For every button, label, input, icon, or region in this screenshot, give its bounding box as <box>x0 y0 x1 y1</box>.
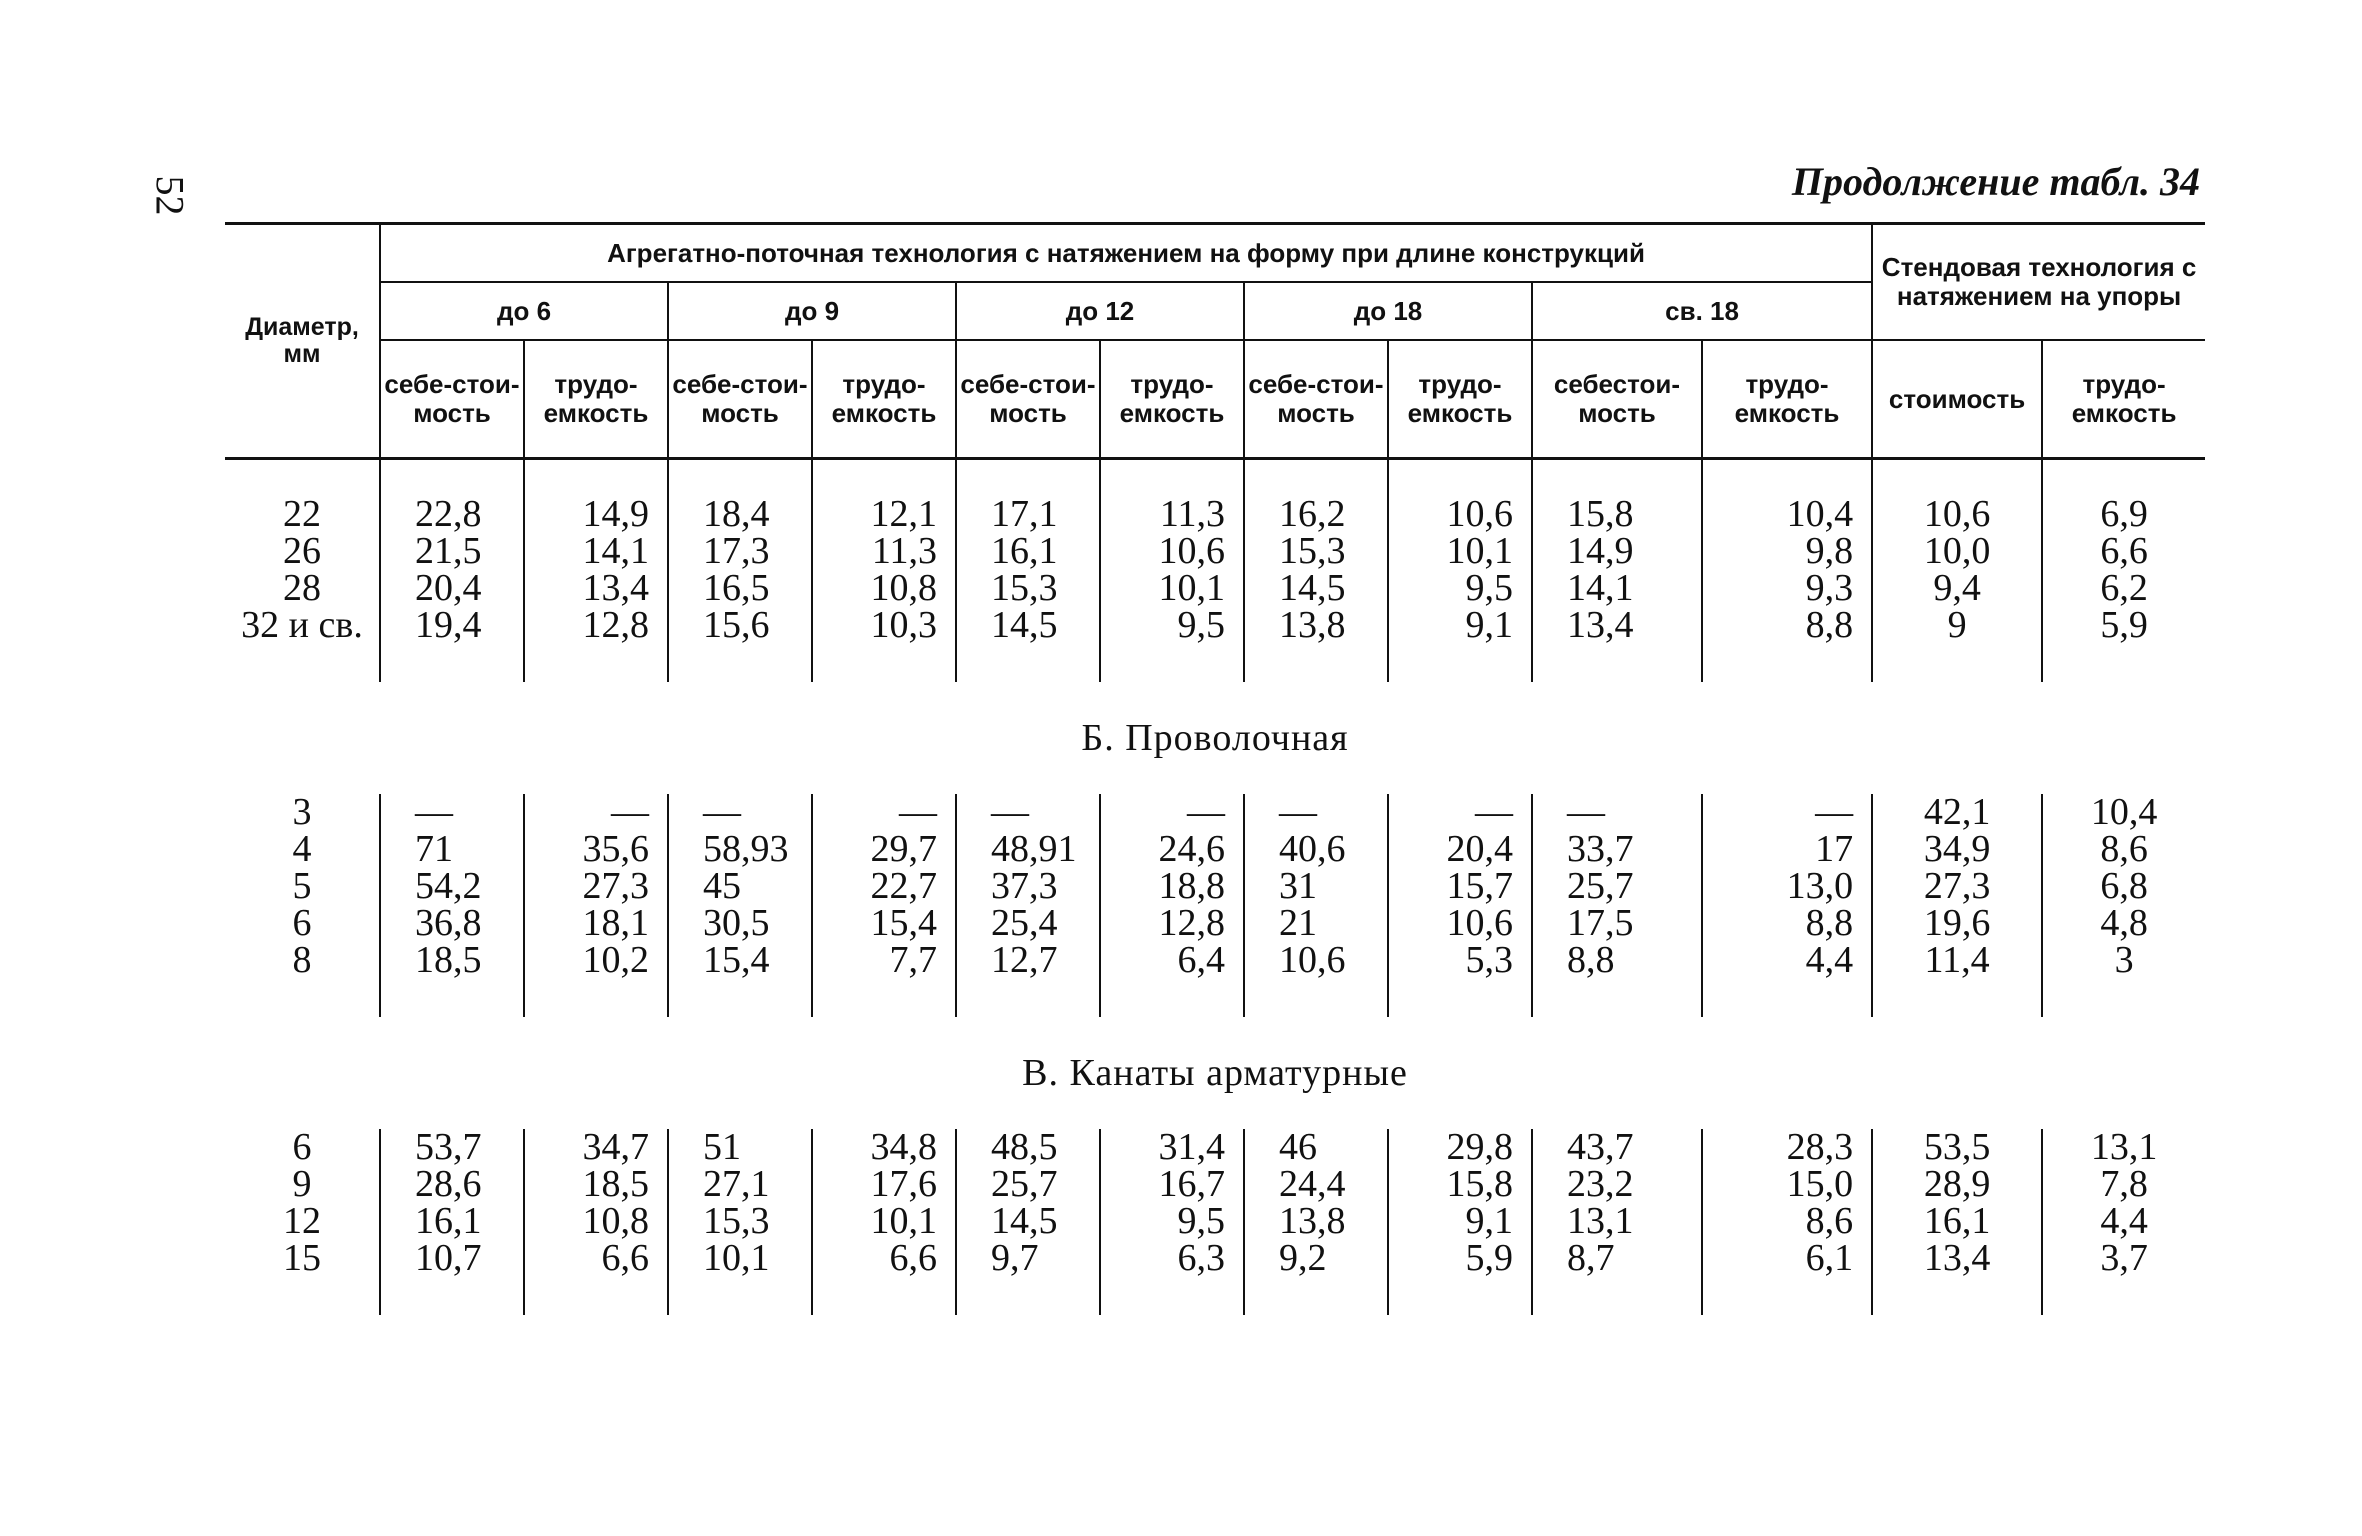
value: 10,6 <box>1158 530 1225 572</box>
diameter-value: 22 <box>283 493 321 535</box>
value: 4,4 <box>1805 939 1854 981</box>
value: 35,6 <box>582 828 649 870</box>
value: — <box>1279 791 1317 833</box>
diameter-value: 6 <box>292 1126 312 1168</box>
value-cell <box>380 1126 524 1279</box>
value: 15,8 <box>1446 1163 1513 1205</box>
value: 6,6 <box>889 1237 937 1279</box>
header-length-6: до 6 <box>380 282 668 340</box>
value: 21 <box>1279 902 1317 944</box>
value: 10,6 <box>1446 902 1513 944</box>
value-cell <box>1244 1126 1388 1279</box>
value: 22,7 <box>870 865 937 907</box>
section-title-row <box>225 1017 2205 1129</box>
value-cell <box>524 493 668 646</box>
value-cell <box>1388 493 1532 646</box>
value: 27,3 <box>1923 865 1991 907</box>
value: 17,3 <box>703 530 770 572</box>
value: 9,7 <box>991 1237 1039 1279</box>
header-cost: себестои-мость <box>1532 340 1702 459</box>
value: 11,4 <box>1924 939 1990 981</box>
value: 6,6 <box>601 1237 649 1279</box>
value-cell <box>956 1126 1100 1279</box>
value: 16,1 <box>415 1200 482 1242</box>
value-cell <box>812 493 956 646</box>
value: 21,5 <box>415 530 482 572</box>
section-title-row <box>225 682 2205 794</box>
table-row <box>225 1129 2205 1277</box>
value: 14,9 <box>582 493 649 535</box>
value: 10,3 <box>870 604 937 646</box>
value: 10,1 <box>703 1237 770 1279</box>
value: 18,1 <box>582 902 649 944</box>
header-diameter: Диаметр, мм <box>225 224 380 459</box>
spacer-row <box>225 644 2205 682</box>
value: 17,6 <box>870 1163 937 1205</box>
value: 25,7 <box>991 1163 1058 1205</box>
value: 10,7 <box>415 1237 482 1279</box>
value: — <box>415 791 453 833</box>
value: 23,2 <box>1567 1163 1634 1205</box>
value: 15,3 <box>991 567 1058 609</box>
value: 10,6 <box>1279 939 1346 981</box>
value-cell <box>380 791 524 981</box>
value: 8,8 <box>1805 902 1854 944</box>
diameter-value: 6 <box>292 902 312 944</box>
diameter-value: 28 <box>283 567 321 609</box>
value-cell <box>1532 791 1702 981</box>
value: 9,8 <box>1805 530 1854 572</box>
value: 10,1 <box>870 1200 937 1242</box>
value-cell <box>1532 1126 1702 1279</box>
header-labor: трудо-емкость <box>1702 340 1872 459</box>
value: 13,4 <box>582 567 649 609</box>
value: 14,1 <box>1567 567 1634 609</box>
value: 33,7 <box>1567 828 1634 870</box>
value: 9,5 <box>1465 567 1513 609</box>
value-cell <box>1244 493 1388 646</box>
value: 27,3 <box>582 865 649 907</box>
value: — <box>1567 791 1605 833</box>
section-title: В. Канаты арматурные <box>1022 1052 1408 1094</box>
value: 22,8 <box>415 493 482 535</box>
value: 13,4 <box>1567 604 1634 646</box>
value: 10,1 <box>1158 567 1225 609</box>
header-labor: трудо-емкость <box>1388 340 1532 459</box>
value: — <box>899 791 937 833</box>
header-labor: трудо-емкость <box>1100 340 1244 459</box>
value: 8,6 <box>2100 828 2148 870</box>
value: 14,9 <box>1567 530 1634 572</box>
value: 46 <box>1279 1126 1317 1168</box>
value: — <box>1187 791 1225 833</box>
diameter-value: 4 <box>292 828 312 870</box>
value: 25,7 <box>1567 865 1634 907</box>
value: 16,7 <box>1158 1163 1225 1205</box>
value: 51 <box>703 1126 741 1168</box>
value: 14,1 <box>582 530 649 572</box>
value: 9,4 <box>1933 567 1981 609</box>
value: 19,4 <box>415 604 482 646</box>
value: 42,1 <box>1923 791 1991 833</box>
value: 6,6 <box>2100 530 2148 572</box>
value: 5,9 <box>2100 604 2148 646</box>
value: 5,3 <box>1465 939 1513 981</box>
header-cost: себе-стои-мость <box>668 340 812 459</box>
value-cell <box>380 493 524 646</box>
value: 11,3 <box>1159 493 1225 535</box>
value: 48,5 <box>991 1126 1058 1168</box>
value: 10,2 <box>582 939 649 981</box>
value: 12,1 <box>870 493 937 535</box>
diameter-cell <box>225 791 380 981</box>
value: 20,4 <box>415 567 482 609</box>
value: 8,8 <box>1805 604 1854 646</box>
value: 31 <box>1279 865 1317 907</box>
value: 7,7 <box>889 939 937 981</box>
value: 31,4 <box>1158 1126 1225 1168</box>
value: 25,4 <box>991 902 1058 944</box>
value: 17,5 <box>1567 902 1634 944</box>
header-cost: себе-стои-мость <box>1244 340 1388 459</box>
value: 9,2 <box>1279 1237 1327 1279</box>
header-cost: себе-стои-мость <box>956 340 1100 459</box>
value-cell <box>1702 791 1872 981</box>
value: 4,4 <box>2100 1200 2148 1242</box>
value-cell <box>1100 791 1244 981</box>
value: 14,5 <box>991 1200 1058 1242</box>
value-cell <box>1100 1126 1244 1279</box>
spacer-row <box>225 979 2205 1017</box>
data-table <box>225 222 2205 1315</box>
value: 10,4 <box>2090 791 2158 833</box>
value-cell <box>668 1126 812 1279</box>
table-row <box>225 794 2205 979</box>
value: 8,6 <box>1805 1200 1854 1242</box>
value: 24,6 <box>1158 828 1225 870</box>
value: 13,8 <box>1279 1200 1346 1242</box>
value: 9,5 <box>1177 604 1225 646</box>
value: 9,1 <box>1465 1200 1513 1242</box>
value: 15,4 <box>870 902 937 944</box>
value-cell <box>668 493 812 646</box>
value-cell <box>956 493 1100 646</box>
diameter-value: 8 <box>292 939 312 981</box>
header-labor: трудо-емкость <box>2042 340 2205 459</box>
value-cell <box>1872 493 2042 646</box>
header-labor: трудо-емкость <box>812 340 956 459</box>
value: 13,1 <box>1567 1200 1634 1242</box>
value: 15,6 <box>703 604 770 646</box>
value: 15,0 <box>1786 1163 1854 1205</box>
value: — <box>991 791 1029 833</box>
value: 43,7 <box>1567 1126 1634 1168</box>
value: 15,3 <box>1279 530 1346 572</box>
value: 16,1 <box>991 530 1058 572</box>
value: 53,7 <box>415 1126 482 1168</box>
diameter-value: 26 <box>283 530 321 572</box>
value: 10,6 <box>1923 493 1991 535</box>
table-row <box>225 496 2205 644</box>
spacer-row <box>225 459 2205 497</box>
value: 10,8 <box>582 1200 649 1242</box>
diameter-value: 5 <box>292 865 312 907</box>
value: 4,8 <box>2100 902 2148 944</box>
value-cell <box>956 791 1100 981</box>
diameter-value: 3 <box>292 791 312 833</box>
value: 10,8 <box>870 567 937 609</box>
value: 13,8 <box>1279 604 1346 646</box>
value-cell <box>1532 493 1702 646</box>
value-cell <box>812 1126 956 1279</box>
header-stand-group: Стендовая технология с натяжением на упоры <box>1872 224 2205 341</box>
value: 15,7 <box>1446 865 1513 907</box>
value: 5,9 <box>1465 1237 1513 1279</box>
value: 45 <box>703 865 741 907</box>
value: 37,3 <box>991 865 1058 907</box>
value: 17,1 <box>991 493 1058 535</box>
value: 6,9 <box>2100 493 2148 535</box>
value: 13,1 <box>2090 1126 2158 1168</box>
value: 13,0 <box>1786 865 1854 907</box>
value: 12,8 <box>1158 902 1225 944</box>
value-cell <box>2042 493 2205 646</box>
value: 13,4 <box>1923 1237 1991 1279</box>
value: 18,5 <box>582 1163 649 1205</box>
value: — <box>1815 791 1854 833</box>
header-cost: себе-стои-мость <box>380 340 524 459</box>
header-length-12: до 12 <box>956 282 1244 340</box>
header-labor: трудо-емкость <box>524 340 668 459</box>
header-length-18: до 18 <box>1244 282 1532 340</box>
page-number: 52 <box>147 175 193 216</box>
value: 14,5 <box>1279 567 1346 609</box>
value: 34,9 <box>1923 828 1991 870</box>
value: 30,5 <box>703 902 770 944</box>
header-aggregate-group: Агрегатно-поточная технология с натяжением на форму при длине конструкций <box>380 224 1872 283</box>
value: 36,8 <box>415 902 482 944</box>
value-cell <box>2042 1126 2205 1279</box>
value: — <box>611 791 649 833</box>
header-length-9: до 9 <box>668 282 956 340</box>
value-cell <box>1702 493 1872 646</box>
value: 48,91 <box>991 828 1077 870</box>
value: 6,2 <box>2100 567 2148 609</box>
value-cell <box>2042 791 2205 981</box>
value: 28,3 <box>1786 1126 1854 1168</box>
value: 10,4 <box>1786 493 1854 535</box>
value: 6,4 <box>1177 939 1225 981</box>
header-length-over-18: св. 18 <box>1532 282 1872 340</box>
value: 9,5 <box>1177 1200 1225 1242</box>
value: 12,8 <box>582 604 649 646</box>
value: 20,4 <box>1446 828 1513 870</box>
value-cell <box>1872 1126 2042 1279</box>
value: 15,4 <box>703 939 770 981</box>
value-cell <box>668 791 812 981</box>
value-cell <box>1388 1126 1532 1279</box>
value-cell <box>1702 1126 1872 1279</box>
continuation-title: Продолжение табл. 34 <box>1791 159 2200 204</box>
value: 10,0 <box>1923 530 1991 572</box>
diameter-value: 32 и св. <box>241 604 363 646</box>
value: 27,1 <box>703 1163 770 1205</box>
value: 24,4 <box>1279 1163 1346 1205</box>
value: 18,8 <box>1158 865 1225 907</box>
value: 12,7 <box>991 939 1058 981</box>
value: 6,3 <box>1177 1237 1225 1279</box>
value: 9 <box>1947 604 1967 646</box>
value: 15,8 <box>1567 493 1634 535</box>
value: 54,2 <box>415 865 482 907</box>
table-body <box>225 459 2205 1316</box>
value: 53,5 <box>1923 1126 1991 1168</box>
value: 17 <box>1815 828 1854 870</box>
value: — <box>1475 791 1513 833</box>
value: 3 <box>2114 939 2134 981</box>
value: 9,3 <box>1805 567 1854 609</box>
section-title: Б. Проволочная <box>1081 717 1349 759</box>
value: 40,6 <box>1279 828 1346 870</box>
value: 14,5 <box>991 604 1058 646</box>
value: 16,1 <box>1923 1200 1991 1242</box>
value-cell <box>1244 791 1388 981</box>
value: 29,8 <box>1446 1126 1513 1168</box>
value: 34,7 <box>582 1126 649 1168</box>
value: 10,6 <box>1446 493 1513 535</box>
value-cell <box>1100 493 1244 646</box>
value-cell <box>524 791 668 981</box>
diameter-value: 15 <box>283 1237 321 1279</box>
table-header <box>225 224 2205 459</box>
diameter-cell <box>225 1126 380 1279</box>
header-cost: стоимость <box>1872 340 2042 459</box>
value-cell <box>1388 791 1532 981</box>
value: 18,4 <box>703 493 770 535</box>
diameter-value: 12 <box>283 1200 321 1242</box>
value: 8,7 <box>1567 1237 1615 1279</box>
value: 16,2 <box>1279 493 1346 535</box>
value: — <box>703 791 741 833</box>
value: 10,1 <box>1446 530 1513 572</box>
value: 19,6 <box>1923 902 1991 944</box>
value: 9,1 <box>1465 604 1513 646</box>
value: 71 <box>415 828 453 870</box>
value-cell <box>524 1126 668 1279</box>
value: 28,6 <box>415 1163 482 1205</box>
diameter-cell <box>225 493 380 646</box>
value: 3,7 <box>2100 1237 2148 1279</box>
value: 7,8 <box>2100 1163 2148 1205</box>
value: 6,1 <box>1805 1237 1854 1279</box>
value-cell <box>812 791 956 981</box>
diameter-value: 9 <box>292 1163 312 1205</box>
value: 8,8 <box>1567 939 1615 981</box>
value-cell <box>1872 791 2042 981</box>
value: 11,3 <box>871 530 937 572</box>
value: 58,93 <box>703 828 789 870</box>
value: 28,9 <box>1923 1163 1991 1205</box>
value: 6,8 <box>2100 865 2148 907</box>
spacer-row <box>225 1277 2205 1315</box>
value: 18,5 <box>415 939 482 981</box>
value: 16,5 <box>703 567 770 609</box>
value: 29,7 <box>870 828 937 870</box>
value: 34,8 <box>870 1126 937 1168</box>
value: 15,3 <box>703 1200 770 1242</box>
